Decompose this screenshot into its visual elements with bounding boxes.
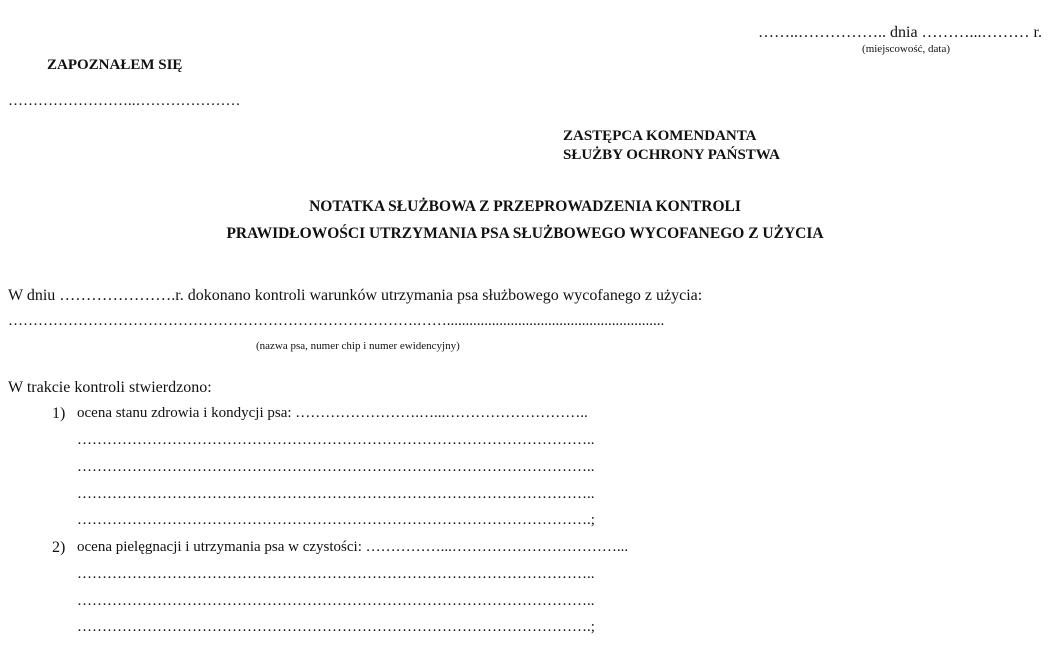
dog-details-caption: (nazwa psa, numer chip i numer ewidencyjny) <box>256 340 460 352</box>
item-1-line-3: ………………………………………………………………………………………….. <box>77 486 595 502</box>
dog-details-line: ……………………………………………………………………….…….......................................................... <box>8 313 665 329</box>
item-1-number: 1) <box>52 405 66 422</box>
document-title-line-2: PRAWIDŁOWOŚCI UTRZYMANIA PSA SŁUŻBOWEGO WYCOFANEGO Z UŻYCIA <box>226 225 824 242</box>
item-2-text: ocena pielęgnacji i utrzymania psa w czystości: ……………...……………………………... <box>77 539 629 555</box>
acknowledgement-title: ZAPOZNAŁEM SIĘ <box>47 57 183 73</box>
addressee <box>563 127 780 165</box>
item-2-line-3: ………………………………………………………………………………………….; <box>77 619 595 635</box>
findings-intro: W trakcie kontroli stwierdzono: <box>8 379 212 396</box>
item-2-line-1: ………………………………………………………………………………………….. <box>77 566 595 582</box>
addressee-line-2: SŁUŻBY OCHRONY PAŃSTWA <box>563 147 780 163</box>
addressee-line-1: ZASTĘPCA KOMENDANTA <box>563 128 757 144</box>
item-1-line-2: ………………………………………………………………………………………….. <box>77 459 595 475</box>
item-1-text: ocena stanu zdrowia i kondycji psa: …………………….…...……………………….. <box>77 405 588 421</box>
acknowledgement-signature-line: ……………………..………………… <box>8 93 241 109</box>
document-title-line-1: NOTATKA SŁUŻBOWA Z PRZEPROWADZENIA KONTROLI <box>309 198 741 215</box>
item-1-line-4: ………………………………………………………………………………………….; <box>77 512 595 528</box>
item-2-number: 2) <box>52 539 66 556</box>
item-1-line-1: ………………………………………………………………………………………….. <box>77 432 595 448</box>
inspection-intro: W dniu ………………….r. dokonano kontroli warunków utrzymania psa służbowego wycofanego z użycia: <box>8 287 703 304</box>
place-date-line: ……..…………….. dnia ………...……… r. <box>758 24 1042 41</box>
item-2-line-2: ………………………………………………………………………………………….. <box>77 593 595 609</box>
place-date-caption: (miejscowość, data) <box>862 43 950 55</box>
